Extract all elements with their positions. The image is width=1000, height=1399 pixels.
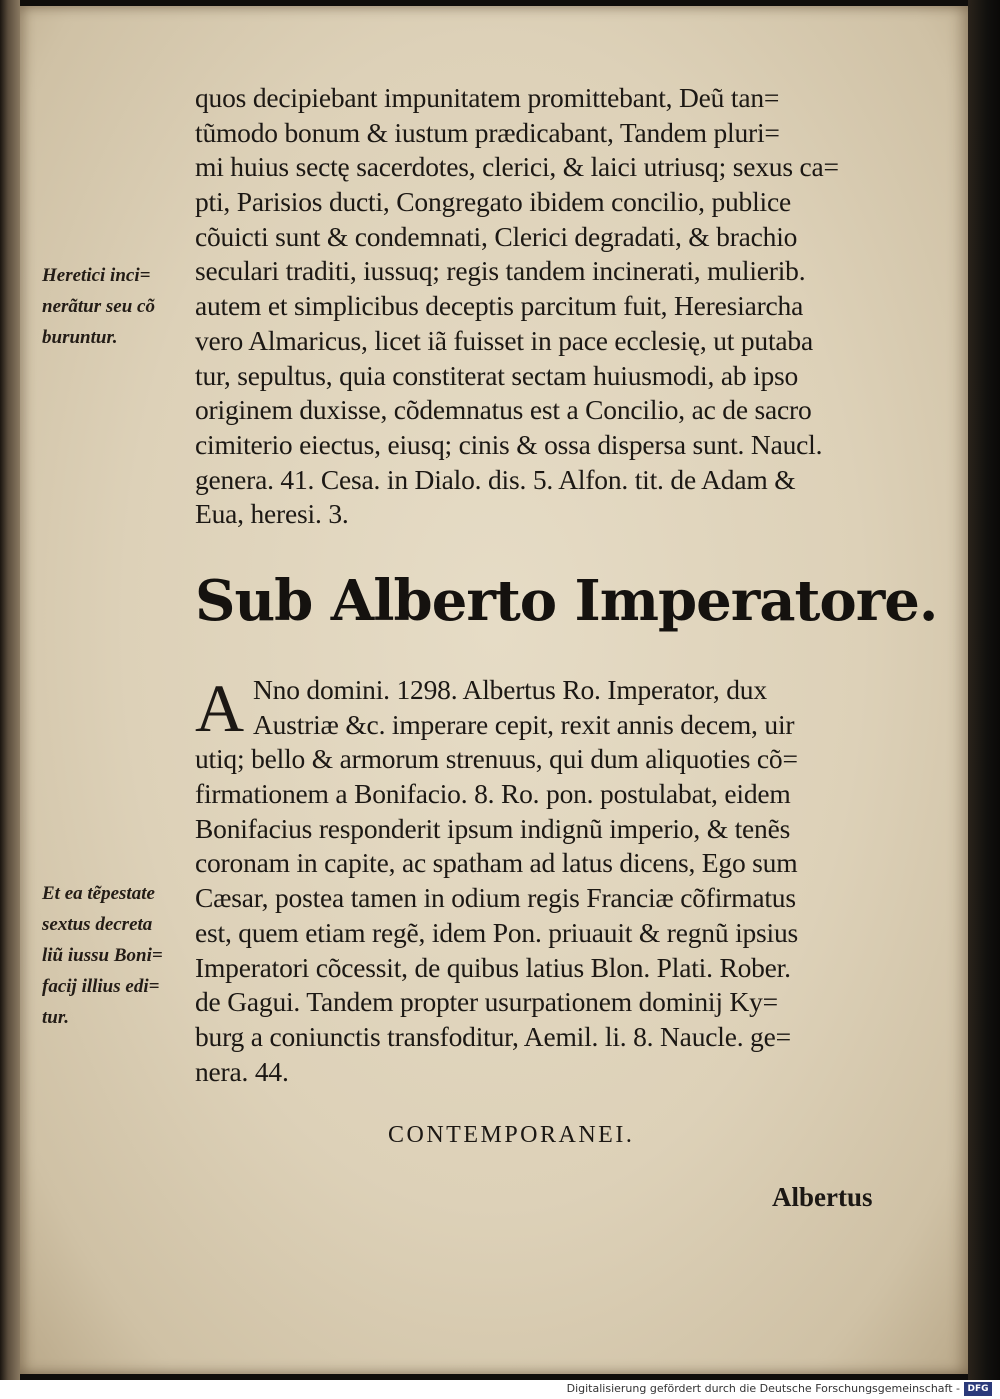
footer-credit: Digitalisierung gefördert durch die Deutsche Forschungsgemeinschaft -	[566, 1382, 960, 1395]
text-line: Cæsar, postea tamen in odium regis Franciæ cõfirmatus	[195, 882, 796, 914]
text-line: autem et simplicibus deceptis parcitum fuit, Heresiarcha	[195, 290, 804, 322]
section-heading: Sub Alberto Imperatore.	[195, 568, 938, 634]
text-block-2	[195, 670, 895, 1089]
catchword: Albertus	[772, 1182, 873, 1212]
text-line: utiq; bello & armorum strenuus, qui dum aliquoties cõ=	[195, 743, 798, 775]
text-block-1	[195, 81, 895, 532]
drop-cap-letter: A	[195, 670, 244, 746]
text-line: quos decipiebant impunitatem promittebant, Deũ tan=	[195, 82, 780, 113]
text-line: cõuicti sunt & condemnati, Clerici degradati, & brachio	[195, 220, 798, 252]
book-page	[20, 6, 968, 1374]
text-line: Eua, heresi. 3.	[195, 498, 349, 530]
scan-left-edge	[0, 0, 20, 1380]
text-line: seculari traditi, iussuq; regis tandem incinerati, mulierib.	[195, 255, 806, 287]
text-line: tur, sepultus, quia constiterat sectam huiusmodi, ab ipso	[195, 359, 799, 391]
text-line: est, quem etiam regẽ, idem Pon. priuauit & regnũ ipsius	[195, 916, 799, 948]
margin-note-heretici	[42, 260, 192, 353]
text-line: mi huius sectę sacerdotes, clerici, & laici utriusq; sexus ca=	[195, 151, 839, 183]
margin-note-line: sextus decreta	[42, 914, 153, 935]
text-line: nera. 44.	[195, 1055, 289, 1087]
margin-note-line: Heretici inci=	[42, 265, 151, 286]
text-line: coronam in capite, ac spatham ad latus dicens, Ego sum	[195, 847, 798, 879]
digitization-footer	[0, 1380, 1000, 1399]
text-line: Bonifacius responderit ipsum indignũ imperio, & tenẽs	[195, 812, 791, 844]
text-line: vero Almaricus, licet iã fuisset in pace ecclesię, ut putaba	[195, 324, 813, 356]
scan-right-edge	[968, 0, 1000, 1380]
text-line: Imperatori cõcessit, de quibus latius Blon. Plati. Rober.	[195, 951, 791, 983]
text-line: tũmodo bonum & iustum prædicabant, Tandem pluri=	[195, 116, 780, 148]
text-line: pti, Parisios ducti, Congregato ibidem concilio, publice	[195, 186, 791, 218]
margin-note-line: tur.	[42, 1007, 69, 1028]
text-line: Nno domini. 1298. Albertus Ro. Imperator, dux	[253, 674, 767, 705]
margin-note-line: buruntur.	[42, 327, 118, 348]
text-line: burg a coniunctis transfoditur, Aemil. li. 8. Naucle. ge=	[195, 1020, 791, 1052]
contemporanei-heading: CONTEMPORANEI.	[388, 1122, 635, 1148]
margin-note-line: facij illius edi=	[42, 976, 160, 997]
text-line: genera. 41. Cesa. in Dialo. dis. 5. Alfon. tit. de Adam &	[195, 463, 796, 495]
margin-note-line: Et ea tẽpestate	[42, 883, 155, 904]
margin-note-sextus-decretalium	[42, 878, 192, 1033]
text-line: originem duxisse, cõdemnatus est a Concilio, ac de sacro	[195, 394, 812, 426]
text-line: cimiterio eiectus, eiusq; cinis & ossa dispersa sunt. Naucl.	[195, 428, 823, 460]
dfg-logo-icon: DFG	[964, 1382, 992, 1396]
margin-note-line: liũ iussu Boni=	[42, 945, 163, 966]
margin-note-line: nerãtur seu cõ	[42, 296, 155, 317]
text-line: Austriæ &c. imperare cepit, rexit annis decem, uir	[253, 708, 795, 740]
text-line: de Gagui. Tandem propter usurpationem dominij Ky=	[195, 986, 778, 1018]
dropcap-paragraph-start	[195, 670, 895, 746]
text-line: firmationem a Bonifacio. 8. Ro. pon. postulabat, eidem	[195, 778, 791, 810]
